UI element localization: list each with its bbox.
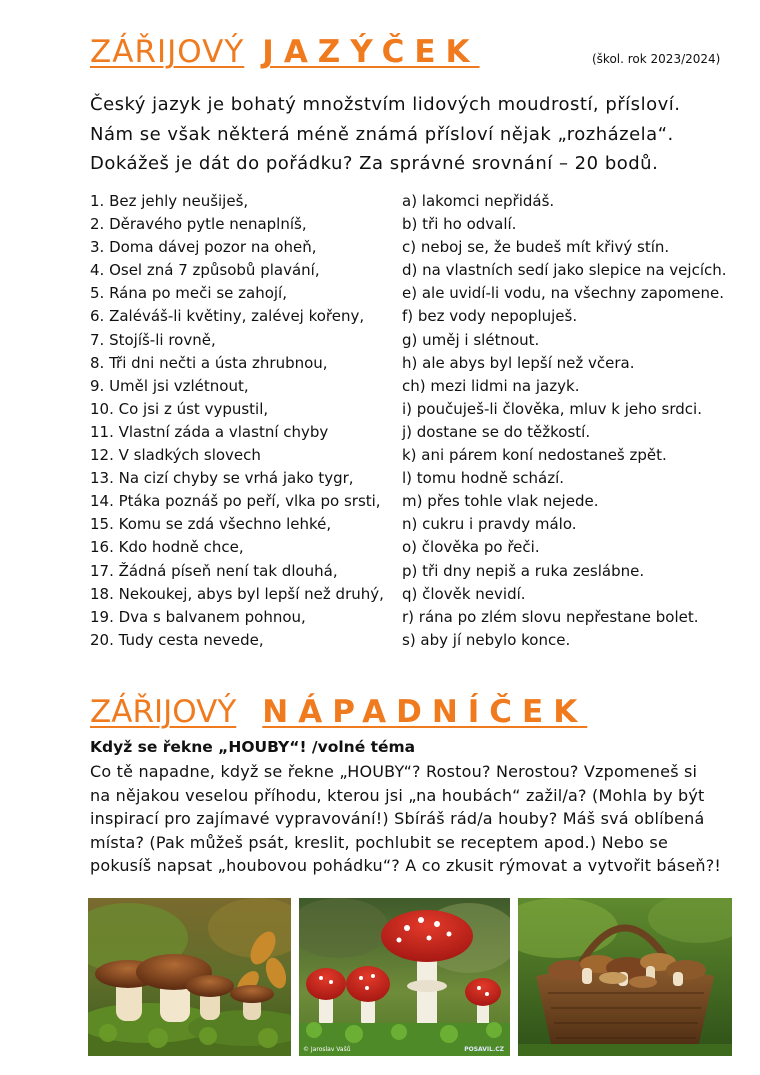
proverb-ending: f) bez vody nepopluješ. [402, 307, 578, 326]
proverb-ending: i) poučuješ-li člověka, mluv k jeho srdci. [402, 399, 702, 418]
proverb-ending: h) ale abys byl lepší než včera. [402, 353, 635, 372]
proverb-row [90, 515, 750, 538]
proverb-row [90, 354, 750, 377]
proverb-row [90, 400, 750, 423]
title-jazycek-part2: JAZÝČEK [262, 34, 480, 70]
proverb-row [90, 377, 750, 400]
proverb-row [90, 284, 750, 307]
photo-boletes [88, 898, 291, 1056]
proverb-beginning: 4. Osel zná 7 způsobů plavání, [90, 261, 320, 280]
topic-body [90, 760, 750, 878]
proverb-row [90, 469, 750, 492]
proverb-row [90, 608, 750, 631]
proverb-ending: c) neboj se, že budeš mít křivý stín. [402, 238, 670, 257]
proverb-ending: d) na vlastních sedí jako slepice na vejcích. [402, 261, 727, 280]
proverb-beginning: 7. Stojíš-li rovně, [90, 330, 216, 349]
proverb-ending: q) člověk nevidí. [402, 584, 526, 603]
proverb-beginning: 2. Děravého pytle nenaplníš, [90, 215, 307, 234]
proverb-ending: j) dostane se do těžkostí. [402, 422, 591, 441]
topic-line: Co tě napadne, když se řekne „HOUBY“? Rostou? Nerostou? Vzpomeneš si [90, 762, 698, 781]
proverb-ending: b) tři ho odvalí. [402, 215, 517, 234]
topic-line: místa? (Pak můžeš psát, kreslit, pochlubit se receptem apod.) Nebo se [90, 832, 668, 852]
proverb-beginning: 15. Komu se zdá všechno lehké, [90, 515, 332, 534]
proverb-beginning: 1. Bez jehly neušiješ, [90, 192, 249, 210]
title-jazycek [90, 34, 480, 70]
proverb-beginning: 5. Rána po meči se zahojí, [90, 284, 287, 303]
proverb-beginning: 12. V sladkých slovech [90, 446, 261, 465]
proverb-row [90, 192, 750, 215]
title-napadnicek-part1: ZÁŘIJOVÝ [90, 694, 237, 730]
school-year: (škol. rok 2023/2024) [592, 52, 721, 66]
proverb-row [90, 562, 750, 585]
proverb-beginning: 3. Doma dávej pozor na oheň, [90, 238, 317, 257]
proverb-beginning: 20. Tudy cesta nevede, [90, 630, 264, 649]
title-jazycek-part1: ZÁŘIJOVÝ [90, 34, 245, 70]
proverb-row [90, 538, 750, 561]
proverb-beginning: 6. Zaléváš-li květiny, zalévej kořeny, [90, 307, 365, 326]
photo-mushroom-basket [518, 898, 732, 1056]
photo-fly-agaric [299, 898, 510, 1056]
intro-text [90, 90, 740, 179]
proverb-row [90, 307, 750, 330]
proverb-beginning: 11. Vlastní záda a vlastní chyby [90, 422, 329, 441]
proverb-beginning: 19. Dva s balvanem pohnou, [90, 607, 306, 626]
proverb-beginning: 17. Žádná píseň není tak dlouhá, [90, 561, 338, 580]
proverb-row [90, 423, 750, 446]
topic-line: inspirací pro zajímavé vypravování!) Sbíráš rád/a houby? Máš svá oblíbená [90, 809, 705, 828]
proverb-ending: e) ale uvidí-li vodu, na všechny zapomene. [402, 284, 724, 303]
photo-credit: © Jaroslav Vašů [303, 1046, 351, 1053]
proverb-row [90, 238, 750, 261]
proverb-row [90, 215, 750, 238]
proverb-ending: p) tři dny nepiš a ruka zeslábne. [402, 561, 645, 580]
proverb-beginning: 18. Nekoukej, abys byl lepší než druhý, [90, 584, 384, 603]
proverb-beginning: 10. Co jsi z úst vypustil, [90, 399, 269, 418]
proverb-ending: g) uměj i slétnout. [402, 330, 540, 349]
intro-line: Dokážeš je dát do pořádku? Za správné srovnání – 20 bodů. [90, 153, 659, 174]
topic-line: na nějakou veselou příhodu, kterou jsi „na houbách“ zažil/a? (Mohla by být [90, 785, 705, 805]
proverb-ending: n) cukru i pravdy málo. [402, 515, 577, 534]
proverb-beginning: 13. Na cizí chyby se vrhá jako tygr, [90, 469, 354, 488]
proverb-row [90, 585, 750, 608]
photo-watermark: POSAVIL.CZ [464, 1046, 504, 1053]
proverb-row [90, 261, 750, 284]
proverb-ending: r) rána po zlém slovu nepřestane bolet. [402, 607, 699, 626]
intro-line: Nám se však některá méně známá přísloví nějak „rozházela“. [90, 123, 674, 145]
proverb-ending: a) lakomci nepřidáš. [402, 192, 555, 210]
proverb-beginning: 14. Ptáka poznáš po peří, vlka po srsti, [90, 492, 381, 511]
proverb-ending: o) člověka po řeči. [402, 538, 540, 557]
topic-line: pokusíš napsat „houbovou pohádku“? A co zkusit rýmovat a vytvořit báseň?! [90, 856, 722, 875]
proverb-ending: s) aby jí nebylo konce. [402, 630, 571, 649]
title-napadnicek-part2: NÁPADNÍČEK [262, 694, 588, 730]
intro-line: Český jazyk je bohatý množstvím lidových moudrostí, přísloví. [90, 94, 681, 115]
proverb-ending: l) tomu hodně schází. [402, 469, 565, 488]
proverb-row [90, 492, 750, 515]
proverb-beginning: 8. Tři dni nečti a ústa zhrubnou, [90, 353, 328, 372]
topic-heading: Když se řekne „HOUBY“! /volné téma [90, 738, 416, 756]
title-napadnicek [90, 694, 587, 730]
proverb-beginning: 16. Kdo hodně chce, [90, 538, 244, 557]
proverb-row [90, 446, 750, 469]
proverb-list [90, 192, 750, 654]
proverb-beginning: 9. Uměl jsi vzlétnout, [90, 376, 249, 395]
proverb-ending: ch) mezi lidmi na jazyk. [402, 376, 580, 395]
proverb-ending: m) přes tohle vlak nejede. [402, 492, 599, 511]
proverb-row [90, 631, 750, 654]
proverb-row [90, 331, 750, 354]
proverb-ending: k) ani párem koní nedostaneš zpět. [402, 446, 667, 465]
